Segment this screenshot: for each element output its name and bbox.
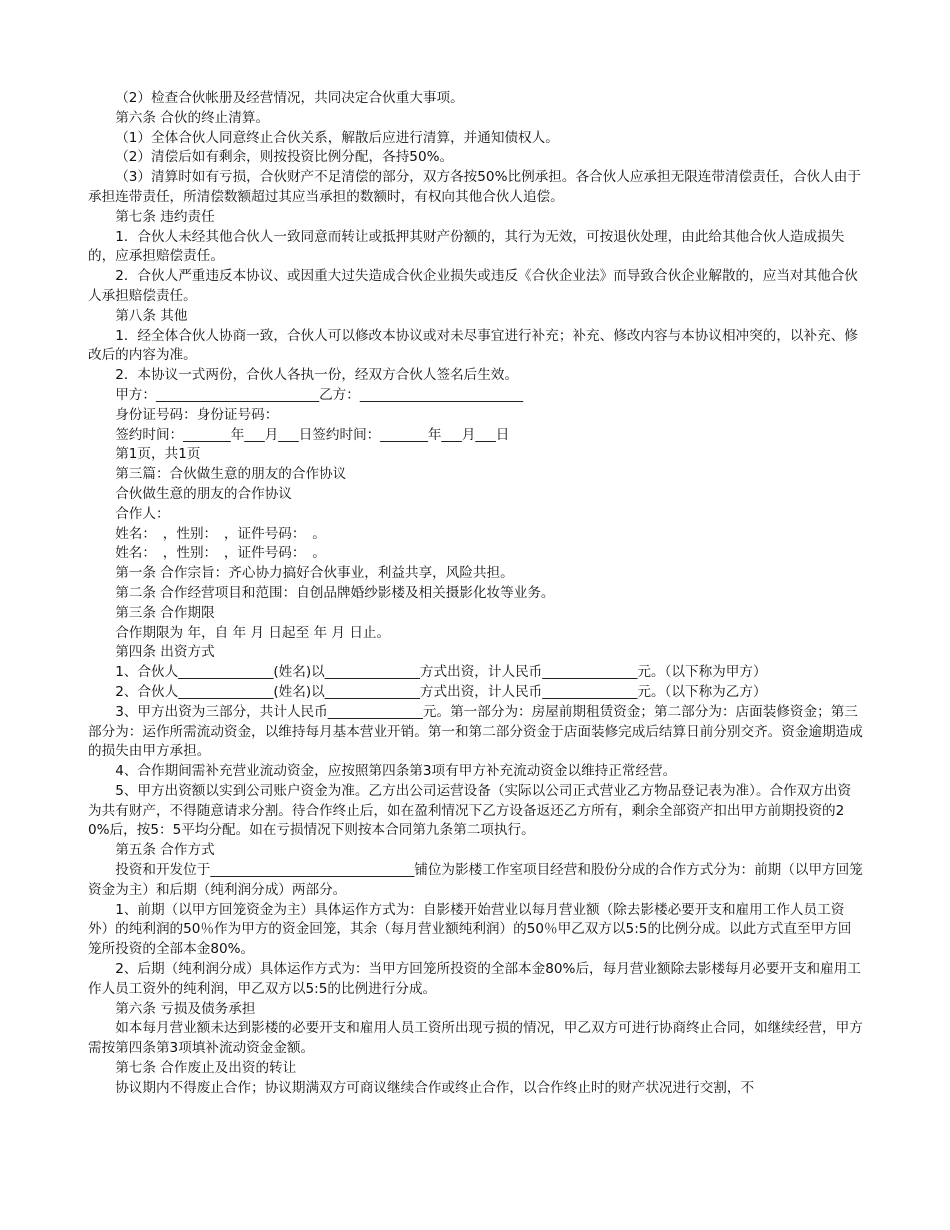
paragraph-method-1: 1、前期（以甲方回笼资金为主）具体运作方式为：自影楼开始营业以每月营业额（除去影楼必要开支和雇用工作人员工资外）的纯利润的50％作为甲方的资金回笼，其余（每月营业额纯利润）的50％甲乙双方以5:5的比例分成。以此方式直至甲方回笼所投资的全部本金80%。 xyxy=(88,901,852,958)
paragraph-contribution-5: 5、甲方出资额以实到公司账户资金为准。乙方出公司运营设备（实际以公司正式营业乙方物品登记表为准）。合作双方出资为共有财产，不得随意请求分割。待合作终止后，如在盈利情况下乙方设备返还乙方所有，剩余全部资产扣出甲方前期投资的20%后，按5：5平均分配。如在亏损情况下则按本合同第九条第二项执行。 xyxy=(88,782,852,839)
heading-article-7-liability: 第七条 违约责任 xyxy=(115,208,215,225)
paragraph-liability-1: 1．合伙人未经其他合伙人一致同意而转让或抵押其财产份额的，其行为无效，可按退伙处理，由此给其他合伙人造成损失的，应承担赔偿责任。 xyxy=(88,228,845,265)
article-1-purpose: 第一条 合作宗旨：齐心协力搞好合伙事业，利益共享，风险共担。 xyxy=(115,565,514,582)
paragraph-cancellation: 协议期内不得废止合作；协议期满双方可商议继续合作或终止合作，以合作终止时的财产状况进行交割，不 xyxy=(115,1079,755,1096)
paragraph-contribution-3: 3、甲方出资为三部分，共计人民币______________元。第一部分为：房屋前期租赁资金；第二部分为：店面装修资金；第三部分为：运作所需流动资金，以维持每月基本营业开销。第一和第二部分资金于店面装修完成后结算日前分别交齐。资金逾期造成的损失由甲方承担。 xyxy=(88,703,863,760)
paragraph-term: 合作期限为 年，自 年 月 日起至 年 月 日止。 xyxy=(115,624,391,641)
paragraph-losses: 如本每月营业额未达到影楼的必要开支和雇用人员工资所出现亏损的情况，甲乙双方可进行协商终止合同，如继续经营，甲方需按第四条第3项填补流动资金金额。 xyxy=(88,1020,863,1057)
page-indicator: 第1页，共1页 xyxy=(115,446,201,463)
heading-article-4-contribution: 第四条 出资方式 xyxy=(115,644,215,661)
heading-article-6-termination: 第六条 合伙的终止清算。 xyxy=(115,109,270,126)
paragraph-method-intro: 投资和开发位于______________________________铺位为影楼工作室项目经营和股份分成的合作方式分为：前期（以甲方回笼资金为主）和后期（纯利润分成）两部分。 xyxy=(88,862,863,898)
document-title: 合伙做生意的朋友的合作协议 xyxy=(115,485,292,502)
paragraph-method-2: 2、后期（纯利润分成）具体运作方式为：当甲方回笼所投资的全部本金80%后，每月营业额除去影楼每月必要开支和雇用工作人员工资外的纯利润，甲乙双方以5:5的比例进行分成。 xyxy=(88,961,861,997)
partner-info-line: 姓名： ，性别： ，证件号码： 。 xyxy=(115,545,326,562)
paragraph-other-2: 2．本协议一式两份，合伙人各执一份，经双方合伙人签名后生效。 xyxy=(115,367,519,384)
heading-article-8-other: 第八条 其他 xyxy=(115,307,188,324)
heading-article-6-losses: 第六条 亏损及债务承担 xyxy=(115,1000,256,1017)
paragraph-termination-2: （2）清偿后如有剩余，则按投资比例分配，各持50%。 xyxy=(115,149,454,166)
paragraph-inspect-books: （2）检查合伙帐册及经营情况，共同决定合伙重大事项。 xyxy=(115,90,464,106)
article-2-scope: 第二条 合作经营项目和范围：自创品牌婚纱影楼及相关摄影化妆等业务。 xyxy=(115,584,555,601)
section-title-part-3: 第三篇：合伙做生意的朋友的合作协议 xyxy=(115,466,347,483)
heading-article-5-method: 第五条 合作方式 xyxy=(115,842,215,859)
document-page xyxy=(88,89,864,1099)
paragraph-liability-2: 2．合伙人严重违反本协议、或因重大过失造成合伙企业损失或违反《合伙企业法》而导致合伙企业解散的，应当对其他合伙人承担赔偿责任。 xyxy=(88,268,858,304)
heading-article-3-term: 第三条 合作期限 xyxy=(115,604,215,621)
partner-info-line: 姓名： ，性别： ，证件号码： 。 xyxy=(115,525,326,542)
paragraph-contribution-2: 2、合伙人______________(姓名)以______________方式出资，计人民币______________元。（以下称为乙方） xyxy=(115,683,767,700)
partners-label: 合作人： xyxy=(115,505,170,522)
paragraph-contribution-4: 4、合作期间需补充营业流动资金，应按照第四条第3项有甲方补充流动资金以维持正常经营。 xyxy=(115,763,677,780)
signature-line-dates: 签约时间：_______年___月___日签约时间：_______年___月___日 xyxy=(115,426,510,443)
paragraph-other-1: 1．经全体合伙人协商一致，合伙人可以修改本协议或对未尽事宜进行补充；补充、修改内容与本协议相冲突的，以补充、修改后的内容为准。 xyxy=(88,327,858,364)
signature-line-id-numbers: 身份证号码：身份证号码： xyxy=(115,406,279,423)
signature-line-parties: 甲方：________________________乙方：________________________ xyxy=(115,386,523,403)
heading-article-7-cancellation: 第七条 合作废止及出资的转让 xyxy=(115,1060,297,1077)
paragraph-termination-1: （1）全体合伙人同意终止合伙关系，解散后应进行清算，并通知债权人。 xyxy=(115,129,559,146)
paragraph-termination-3: （3）清算时如有亏损，合伙财产不足清偿的部分，双方各按50%比例承担。各合伙人应承担无限连带清偿责任，合伙人由于承担连带责任，所清偿数额超过其应当承担的数额时，有权向其他合伙人追偿。 xyxy=(88,169,861,205)
paragraph-contribution-1: 1、合伙人______________(姓名)以______________方式出资，计人民币______________元。（以下称为甲方） xyxy=(115,664,767,681)
